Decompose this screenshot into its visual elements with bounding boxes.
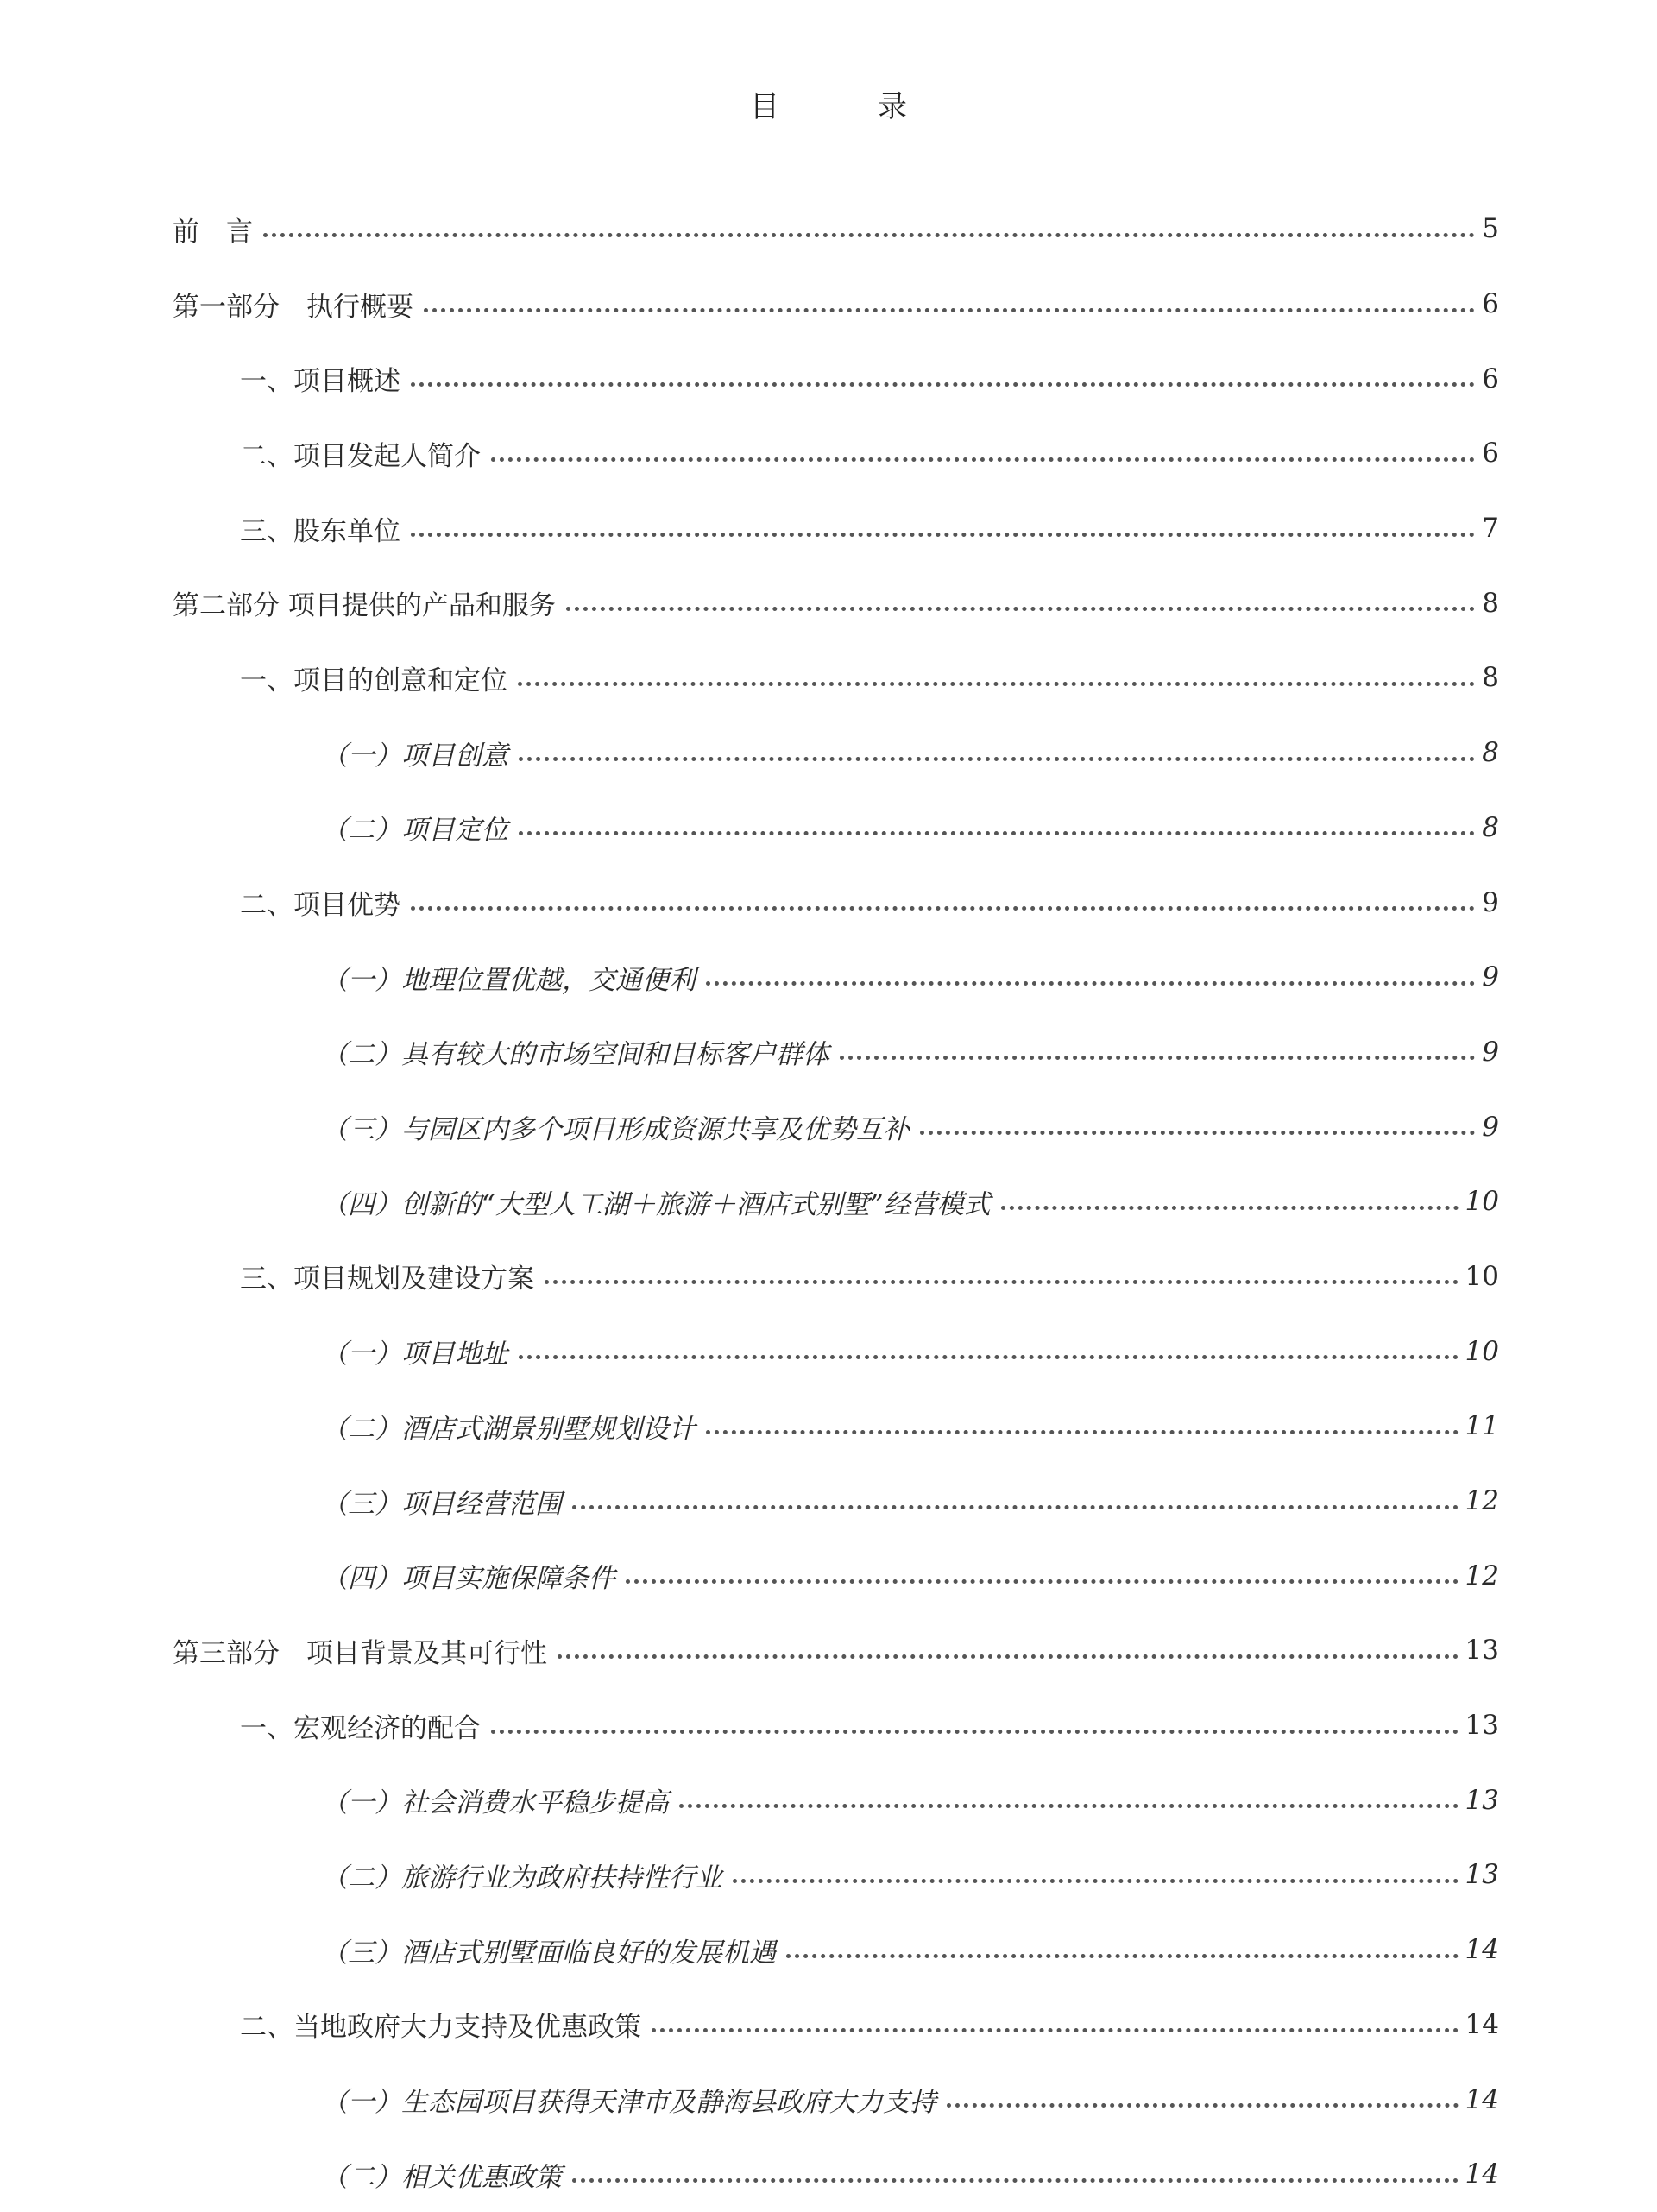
toc-page-number: 8 (1482, 662, 1499, 694)
toc-entry[interactable] (173, 1613, 1499, 1688)
toc-entry-label: （三）项目经营范围 (321, 1488, 562, 1520)
toc-entry[interactable] (321, 1015, 1499, 1090)
toc-entry[interactable] (321, 791, 1499, 866)
toc-page-number: 14 (1465, 1934, 1499, 1966)
toc-entry-label: （一）项目地址 (321, 1339, 508, 1371)
toc-page-number: 14 (1465, 2008, 1499, 2040)
toc-entry[interactable] (321, 2137, 1499, 2212)
toc-entry-label: 一、宏观经济的配合 (240, 1712, 481, 1744)
toc-title: 目 录 (750, 90, 942, 124)
toc-dot-leader (706, 1430, 1459, 1434)
toc-dot-leader (572, 1505, 1459, 1509)
toc-dot-leader (947, 2103, 1459, 2108)
toc-dot-leader (424, 308, 1475, 312)
toc-dot-leader (572, 2178, 1459, 2183)
toc-entry[interactable] (240, 1239, 1499, 1314)
toc-entry[interactable] (173, 267, 1499, 342)
toc-page-number: 13 (1465, 1635, 1499, 1667)
toc-entry[interactable] (173, 192, 1499, 267)
toc-page-number: 12 (1465, 1485, 1499, 1517)
toc-entry-label: （四）项目实施保障条件 (321, 1563, 615, 1595)
toc-dot-leader (566, 607, 1475, 611)
toc-entry-label: （一）地理位置优越，交通便利 (321, 964, 696, 996)
toc-entry-label: 三、项目规划及建设方案 (240, 1264, 534, 1295)
toc-entry[interactable] (321, 2062, 1499, 2137)
toc-dot-leader (558, 1654, 1459, 1659)
toc-dot-leader (263, 233, 1475, 237)
toc-dot-leader (733, 1879, 1459, 1883)
toc-dot-leader (679, 1804, 1459, 1808)
toc-dot-leader (920, 1131, 1475, 1135)
toc-entry[interactable] (321, 1837, 1499, 1913)
toc-page-number: 9 (1482, 1111, 1499, 1143)
toc-page-number: 7 (1482, 513, 1499, 545)
toc-entry-label: （一）社会消费水平稳步提高 (321, 1787, 669, 1819)
toc-entry[interactable] (321, 1762, 1499, 1837)
toc-page-number: 9 (1482, 886, 1499, 918)
toc-entry[interactable] (173, 565, 1499, 640)
toc-entry[interactable] (321, 1538, 1499, 1613)
toc-dot-leader (840, 1056, 1475, 1060)
toc-page-number: 14 (1465, 2158, 1499, 2190)
toc-entry-label: 第一部分 执行概要 (173, 291, 413, 323)
toc-dot-leader (1001, 1206, 1459, 1210)
toc-entry[interactable] (321, 715, 1499, 791)
toc-entry-label: （二）酒店式湖景别墅规划设计 (321, 1413, 696, 1445)
toc-page-number: 8 (1482, 587, 1499, 619)
toc-dot-leader (411, 906, 1475, 911)
toc-entry[interactable] (321, 1164, 1499, 1239)
toc-page-number: 11 (1465, 1410, 1499, 1442)
toc-entry-label: （二）项目定位 (321, 815, 508, 847)
toc-page-number: 9 (1482, 1036, 1499, 1068)
toc-entry[interactable] (240, 416, 1499, 491)
toc-dot-leader (786, 1954, 1459, 1958)
toc-entry-label: 前 言 (173, 216, 253, 248)
toc-page-number: 14 (1465, 2083, 1499, 2115)
toc-dot-leader (519, 1355, 1459, 1359)
toc-entry-label: （一）项目创意 (321, 740, 508, 772)
toc-entry[interactable] (321, 1089, 1499, 1164)
toc-page-number: 13 (1465, 1710, 1499, 1742)
toc-page-number: 10 (1465, 1335, 1499, 1367)
toc-dot-leader (519, 831, 1475, 835)
toc-page-number: 12 (1465, 1560, 1499, 1591)
toc-entry[interactable] (240, 491, 1499, 566)
toc-entry-label: 第二部分 项目提供的产品和服务 (173, 590, 556, 622)
toc-entry[interactable] (321, 940, 1499, 1015)
toc-page-number: 8 (1482, 737, 1499, 769)
toc-entry-label: （一）生态园项目获得天津市及静海县政府大力支持 (321, 2087, 936, 2119)
toc-entry[interactable] (321, 1913, 1499, 1988)
toc-entry-label: （二）相关优惠政策 (321, 2161, 562, 2193)
toc-page-number: 6 (1482, 362, 1499, 394)
toc-entry-label: 一、项目的创意和定位 (240, 665, 507, 696)
toc-page-number: 13 (1465, 1784, 1499, 1816)
toc-dot-leader (518, 682, 1475, 686)
toc-dot-leader (519, 757, 1475, 761)
toc-page-number: 6 (1482, 438, 1499, 469)
toc-entry-label: 二、当地政府大力支持及优惠政策 (240, 2012, 641, 2044)
toc-entry[interactable] (240, 1688, 1499, 1763)
toc-dot-leader (652, 2028, 1459, 2032)
toc-entry-label: （三）酒店式别墅面临良好的发展机遇 (321, 1937, 776, 1969)
toc-page-number: 10 (1465, 1260, 1499, 1292)
toc-dot-leader (491, 457, 1475, 462)
toc-entry-label: 第三部分 项目背景及其可行性 (173, 1637, 547, 1669)
toc-dot-leader (411, 382, 1475, 387)
toc-page-number: 5 (1482, 213, 1499, 245)
toc-entry-label: （二）具有较大的市场空间和目标客户群体 (321, 1039, 829, 1071)
toc-entry-label: 二、项目优势 (240, 890, 400, 922)
toc-entry[interactable] (321, 1314, 1499, 1389)
toc-page-number: 8 (1482, 811, 1499, 843)
toc-page-number: 9 (1482, 961, 1499, 993)
toc-entry-label: （二）旅游行业为政府扶持性行业 (321, 1862, 722, 1894)
toc-dot-leader (545, 1280, 1459, 1284)
toc-entry-label: （四）创新的“大型人工湖＋旅游＋酒店式别墅”经营模式 (321, 1188, 991, 1220)
toc-page-number: 6 (1482, 288, 1499, 320)
toc-entry-label: 一、项目概述 (240, 366, 400, 398)
toc-dot-leader (491, 1730, 1459, 1734)
toc-page-number: 10 (1465, 1186, 1499, 1218)
toc-entry-label: （三）与园区内多个项目形成资源共享及优势互补 (321, 1114, 910, 1146)
toc-entry[interactable] (240, 341, 1499, 416)
toc-entry-label: 三、股东单位 (240, 515, 400, 547)
toc-entry[interactable] (321, 1464, 1499, 1539)
toc-page-number: 13 (1465, 1859, 1499, 1891)
toc-entry[interactable] (321, 1389, 1499, 1464)
toc-list (0, 192, 1657, 2212)
toc-dot-leader (626, 1579, 1459, 1584)
toc-entry[interactable] (240, 865, 1499, 940)
toc-dot-leader (411, 533, 1475, 537)
toc-entry[interactable] (240, 1988, 1499, 2063)
toc-dot-leader (706, 981, 1475, 986)
toc-entry-label: 二、项目发起人简介 (240, 440, 481, 472)
toc-entry[interactable] (240, 640, 1499, 715)
